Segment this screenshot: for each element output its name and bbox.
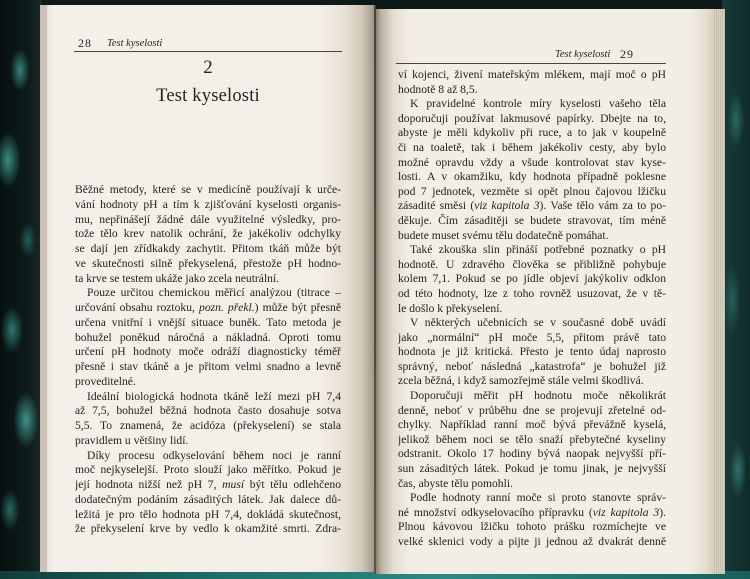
text-line: moč nejkyselejší. Proto slouží jako měřítko. Pokud je — [75, 463, 341, 477]
text-line: velké sklenici vody a pijte ji jednou až dvakrát denně — [398, 535, 666, 548]
body-text — [398, 68, 666, 550]
text-line: jako „normální“ pH moče 5,5, přitom právě tato — [398, 330, 666, 344]
running-title: Test kyselosti — [107, 38, 163, 49]
text-line — [398, 199, 666, 214]
book-cover-left — [0, 0, 42, 579]
text-line: budete muset svému tělu dodatečně pomáhat. — [398, 228, 609, 242]
text-line: hodnotě. U zdravého člověka se přibližně pohybuje — [398, 257, 666, 271]
text-line: abyste je měli kdykoliv při ruce, a to jak v koupelně — [398, 126, 666, 140]
text-line — [75, 301, 341, 316]
paragraph — [75, 183, 341, 286]
text-line: od této hodnoty, lze z toho rovněž usuzovat, že v tě- — [398, 286, 666, 300]
text-line: K pravidelné kontrole míry kyselosti vašeho těla — [410, 97, 666, 111]
text-line: V některých učebnicích se v současné době uvádí — [410, 316, 666, 330]
chapter-number: 2 — [203, 57, 213, 78]
text-run: určování obsahu roztoku, — [75, 301, 200, 314]
header-rule — [396, 63, 666, 64]
text-line: Díky procesu odkyselování během noci je ranní — [87, 448, 341, 462]
body-text — [75, 183, 341, 537]
header-rule — [74, 51, 342, 52]
text-line: 5,5. To znamená, že acidóza (překyselení) se stala — [75, 419, 341, 432]
text-line: ve skutečnosti silně překyselená, přestože pH hodno- — [75, 256, 341, 270]
page-number: 28 — [78, 36, 92, 50]
text-line: přesně i stav tkáně a je přitom velmi snadno a levně — [75, 360, 341, 373]
text-run: být tělu odlehčeno — [244, 478, 341, 491]
text-line: vání hodnoty pH a tím k zjišťování kyselosti organis- — [75, 197, 341, 211]
text-line: čas, abyste tělu pomohli. — [398, 476, 513, 490]
paragraph — [75, 449, 341, 538]
text-line: mu, nepřinášejí žádné dále využitelné výsledky, pro- — [75, 212, 341, 226]
page-edges-left — [40, 5, 47, 572]
text-line: tože tělo krev natolik ochrání, že jakékoliv odchylky — [75, 227, 341, 241]
paragraph — [398, 97, 666, 243]
paragraph — [398, 491, 666, 549]
left-page — [40, 5, 375, 572]
text-line: či na toaletě, tak i během jakékoliv cesty, aby bylo — [398, 140, 666, 154]
text-line: hodnota je již kritická. Přesto je tento údaj naprosto — [398, 345, 666, 359]
text-run: ) může být přesně — [254, 301, 341, 314]
paragraph — [75, 286, 341, 389]
text-line: ležitá je pro tělo hodnota pH 7,4, dokládá skutečnost, — [75, 507, 341, 521]
text-line: Plnou kávovou lžičku tohoto prášku rozmíchejte ve — [398, 520, 666, 534]
text-line — [75, 478, 341, 493]
text-line: chylky. Například ranní moč bývá převážně kyselá, — [398, 418, 666, 432]
text-line: pod 7 jednotek, vezměte si opět plnou čajovou lžičku — [398, 184, 666, 198]
text-line: jelikož během noci se tělo snaží přebytečné kyseliny — [398, 432, 666, 446]
text-line: kolem 7,1. Pokud se po jídle objeví jakýkoliv odklon — [398, 272, 666, 286]
text-line: správný, neboť následná „katastrofa“ je bohužel již — [398, 359, 666, 373]
text-line: dodatečným podáním zásaditých látek. Jak dalece dů- — [75, 492, 341, 506]
text-line: pravidlem u většiny lidí. — [75, 433, 189, 447]
text-run: né množství odkyselovacího přípravku ( — [398, 505, 593, 519]
paragraph — [398, 68, 666, 97]
text-line: Podle hodnoty ranní moče si proto stanovte správ- — [410, 491, 666, 505]
page-number: 29 — [620, 47, 634, 61]
emphasized-text: pozn. překl. — [199, 301, 255, 314]
text-line: možné opravdu vždy a všude kontrolovat stav kyse- — [398, 155, 666, 169]
text-line: Doporučuji měřit pH hodnotu moče několikrát — [410, 389, 666, 403]
text-line: proveditelné. — [75, 374, 136, 388]
text-line: sun zásaditých látek. Pokud je tomu jinak, je nejvyšší — [398, 462, 666, 476]
text-line: že překyselení krve by vedlo k okamžité smrti. Zdra- — [75, 522, 341, 536]
text-line: doporučuji používat lakmusové papírky. Dbejte na to, — [398, 111, 666, 125]
text-line: odstranit. Okolo 17 hodiny bývá naopak nejvyšší pří- — [398, 447, 666, 461]
text-line: až 7,5, bohužel běžná hodnota často dosahuje sotva — [75, 404, 341, 418]
text-run: její hodnota nižší než pH 7, — [75, 478, 223, 491]
text-line: Také zkouška slin přináší potřebné poznatky o pH — [410, 243, 666, 257]
paragraph — [398, 316, 666, 389]
text-line: denně, neboť v průběhu dne se projevují zřetelné od- — [398, 403, 666, 417]
paragraph — [398, 389, 666, 491]
text-line: ta krve se testem ukáže jako zcela neutrální. — [75, 271, 280, 285]
text-line: určení pH hodnoty moče odráží diagnosticky téměř — [75, 345, 341, 359]
text-line: hodnotě 8 až 8,5. — [398, 82, 478, 96]
emphasized-text: viz kapitola 3 — [592, 505, 660, 519]
running-title: Test kyselosti — [555, 49, 611, 60]
text-run: zásadité směsi ( — [398, 199, 475, 213]
text-run: ). Vaše tělo vám za to po- — [539, 199, 666, 213]
text-line: Pouze určitou chemickou měřicí analýzou (titrace – — [87, 286, 341, 300]
text-line: se dají jen zřídkakdy zachytit. Přitom tkáň může být — [75, 242, 341, 255]
gutter-crease — [374, 5, 376, 574]
page-edges-right — [713, 9, 725, 574]
text-line: bohužel poněkud náročná a nákladná. Oproti tomu — [75, 330, 341, 344]
right-page — [375, 9, 725, 574]
paragraph — [398, 243, 666, 316]
chapter-title: Test kyselosti — [156, 86, 260, 106]
text-line: určena vnitřní i vnější situace buněk. Tato metoda je — [75, 315, 341, 329]
paragraph — [75, 390, 341, 449]
text-line: Ideální biologická hodnota tkáně leží mezi pH 7,4 — [87, 389, 341, 403]
text-line: le došlo k překyselení. — [398, 301, 503, 315]
emphasized-text: viz kapitola 3 — [474, 199, 540, 213]
text-line: Běžné metody, které se v medicíně používají k urče- — [75, 183, 341, 196]
emphasized-text: musí — [222, 478, 245, 491]
text-line — [398, 506, 666, 521]
text-line: losti. A v okamžiku, kdy hodnota případně poklesne — [398, 170, 666, 184]
text-run: ). — [659, 505, 666, 519]
text-line: děkuje. Čím zásaditěji se budete stravovat, tím méně — [398, 213, 666, 227]
text-line: zcela běžná, i když samozřejmě stále velmi škodlivá. — [398, 374, 644, 388]
text-line: ví kojenci, živení mateřským mlékem, mají moč o pH — [398, 68, 666, 81]
book-cover-right — [722, 0, 750, 579]
